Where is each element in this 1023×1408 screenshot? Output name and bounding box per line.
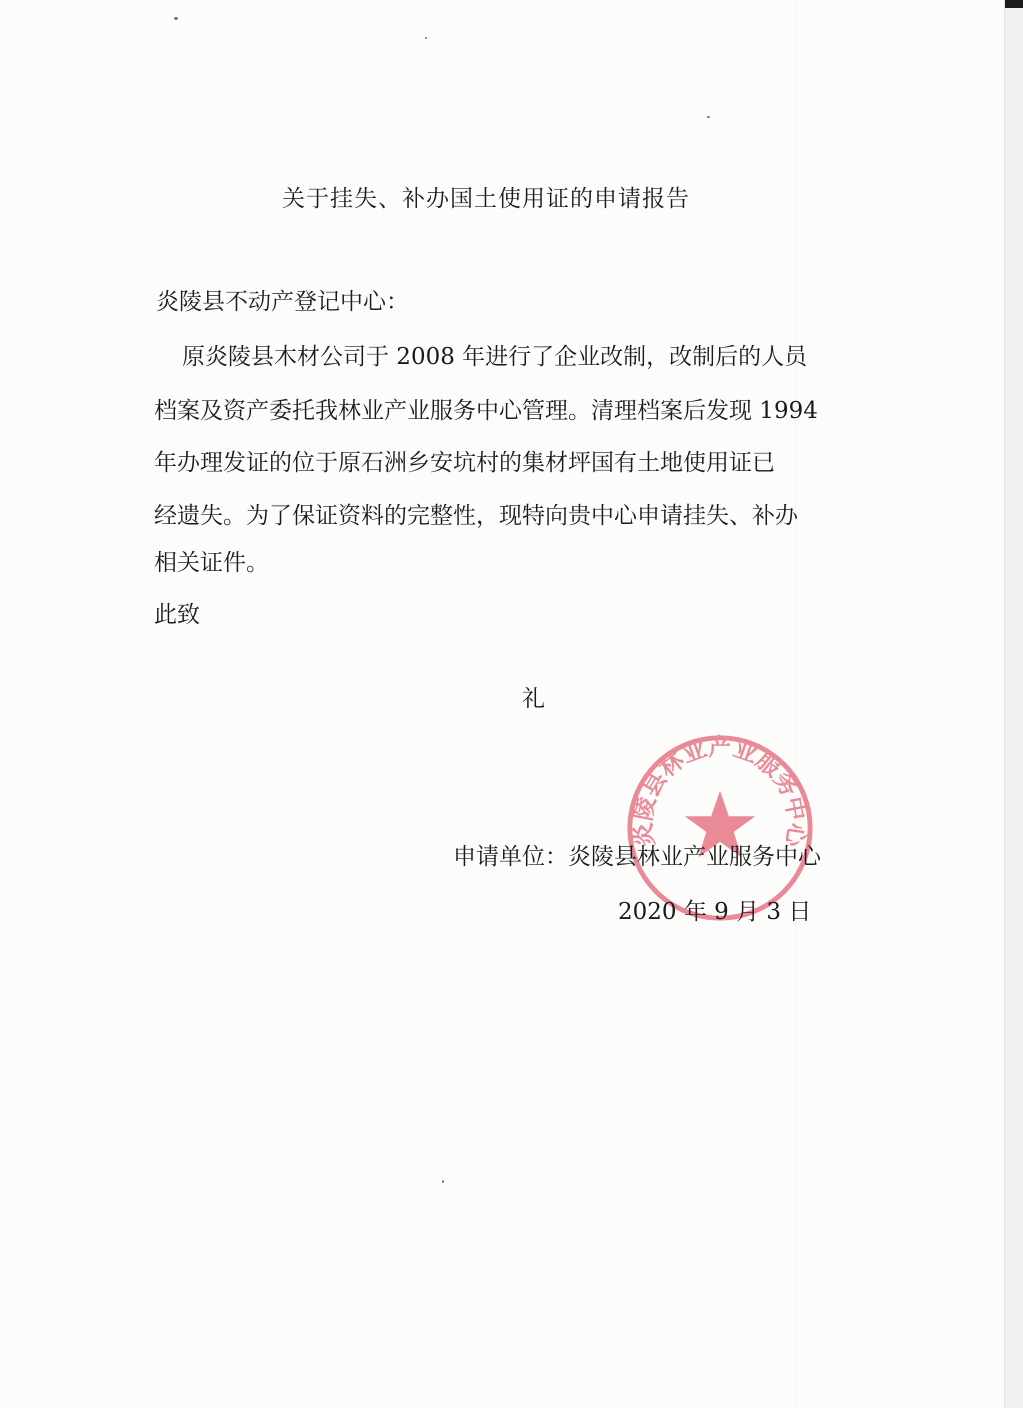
salutation: 炎陵县不动产登记中心： — [156, 289, 409, 315]
document-title: 关于挂失、补办国土使用证的申请报告 — [282, 186, 690, 212]
body-line: 原炎陵县木材公司于 2008 年进行了企业改制，改制后的人员 — [182, 344, 808, 370]
applicant-name: 炎陵县林业产业服务中心 — [568, 844, 821, 870]
body-line: 档案及资产委托我林业产业服务中心管理。清理档案后发现 1994 — [154, 398, 818, 424]
body-line: 经遗失。为了保证资料的完整性，现特向贵中心申请挂失、补办 — [154, 503, 798, 529]
closing-li: 礼 — [522, 686, 545, 712]
closing-phrase: 此致 — [154, 602, 200, 628]
scan-speck — [425, 37, 427, 39]
seal-arc-text: 炎陵县林业产业服务中心 — [628, 732, 812, 849]
applicant-line — [453, 838, 821, 871]
scan-speck — [174, 17, 178, 20]
document-date: 2020 年 9 月 3 日 — [618, 899, 812, 925]
scan-speck — [442, 1180, 444, 1183]
body-line: 年办理发证的位于原石洲乡安坑村的集材坪国有土地使用证已 — [154, 450, 775, 476]
body-line: 相关证件。 — [154, 550, 269, 576]
applicant-label: 申请单位： — [453, 844, 568, 870]
page-edge-strip — [1004, 0, 1023, 1408]
fold-line — [795, 0, 796, 1408]
scan-speck — [707, 116, 710, 118]
corner-mark — [1005, 0, 1023, 8]
